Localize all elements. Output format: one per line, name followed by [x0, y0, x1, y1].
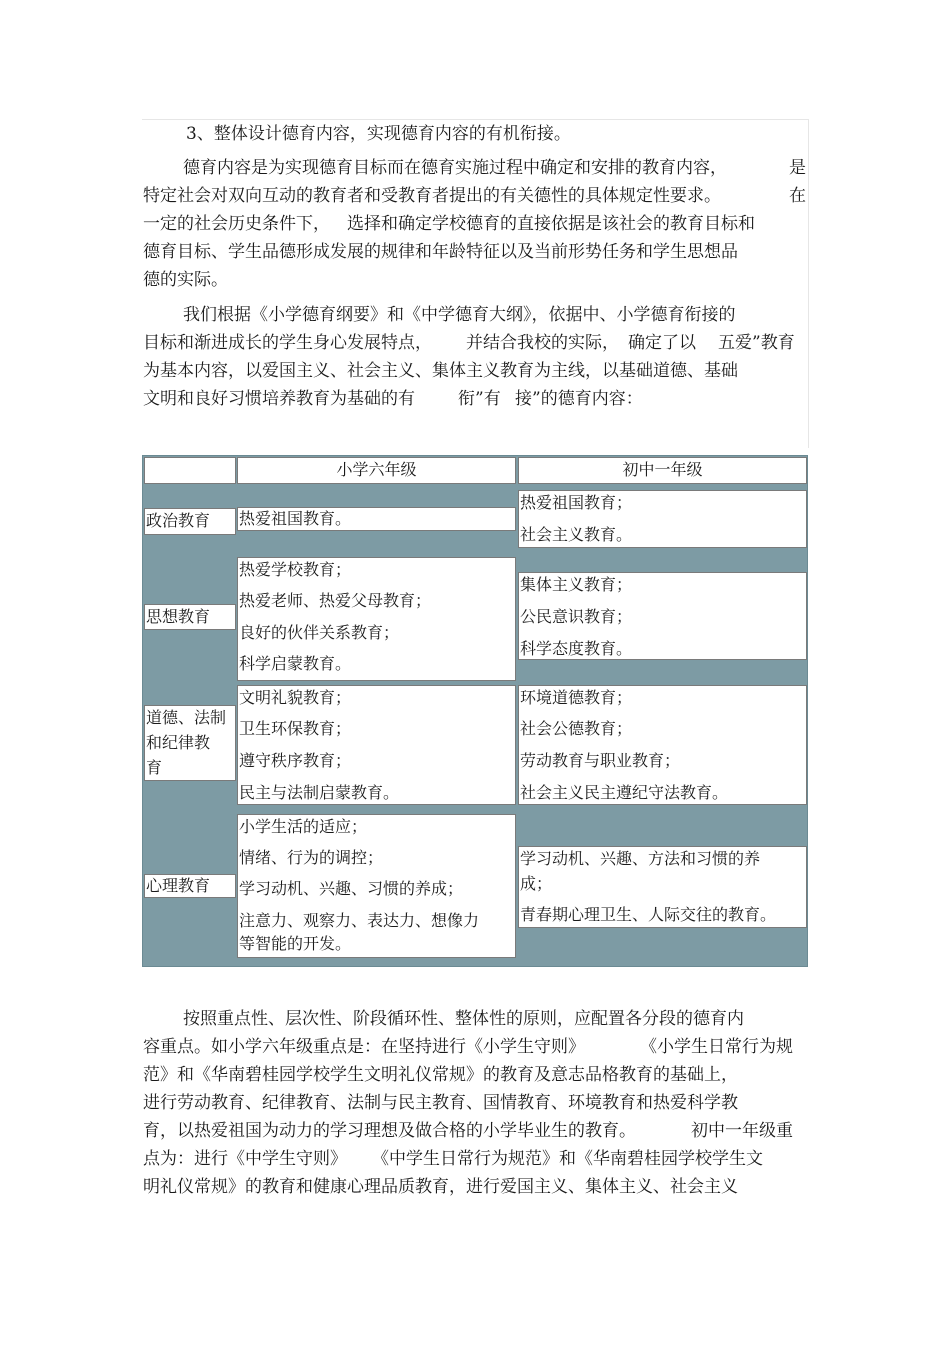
content-line: 青春期心理卫生、人际交往的教育。: [520, 905, 777, 924]
primary-cell: [237, 814, 516, 958]
paragraph-line: 接”的德育内容：: [515, 389, 643, 409]
primary-cell: [237, 507, 516, 531]
content-line: 文明礼貌教育；: [239, 688, 352, 707]
paragraph-line: 德育内容是为实现德育目标而在德育实施过程中确定和安排的教育内容，: [183, 158, 727, 178]
paragraph-line: 初中一年级重: [691, 1121, 793, 1141]
paragraph-line: 《中学生日常行为规范》和《华南碧桂园学校学生文: [372, 1149, 763, 1169]
paragraph-line: 特定社会对双向互动的教育者和受教育者提出的有关德性的具体规定性要求。: [143, 186, 721, 206]
paragraph-line: 五爱”教育: [718, 333, 795, 353]
content-line: 注意力、观察力、表达力、想像力: [239, 911, 480, 930]
junior-cell: [518, 846, 807, 928]
header-corner-cell: [144, 457, 236, 484]
content-line: 成；: [520, 874, 553, 893]
paragraph-line: 在: [789, 186, 806, 206]
paragraph-line: 容重点。如小学六年级重点是：在坚持进行《小学生守则》: [143, 1037, 585, 1057]
content-line: 等智能的开发。: [239, 934, 352, 953]
paragraph-line: 我们根据《小学德育纲要》和《中学德育大纲》，依据中、小学德育衔接的: [183, 305, 736, 325]
paragraph-line: 按照重点性、层次性、阶段循环性、整体性的原则，应配置各分段的德育内: [183, 1009, 744, 1029]
paragraph-line: 育，以热爱祖国为动力的学习理想及做合格的小学毕业生的教育。: [143, 1121, 636, 1141]
header-label: 初中一年级: [622, 460, 703, 479]
category-cell: [144, 705, 236, 781]
paragraph-line: 确定了以: [628, 333, 696, 353]
content-line: 集体主义教育；: [520, 575, 633, 594]
paragraph-line: 明礼仪常规》的教育和健康心理品质教育，进行爱国主义、集体主义、社会主义: [143, 1177, 738, 1197]
content-line: 科学启蒙教育。: [239, 654, 352, 673]
content-line: 学习动机、兴趣、习惯的养成；: [239, 879, 464, 898]
junior-cell: [518, 572, 807, 660]
category-label: 心理教育: [146, 876, 211, 895]
paragraph-line: 选择和确定学校德育的直接依据是该社会的教育目标和: [347, 214, 755, 234]
paragraph-line: 一定的社会历史条件下，: [143, 214, 330, 234]
category-label: 道德、法制: [146, 708, 227, 727]
content-line: 劳动教育与职业教育；: [520, 751, 681, 770]
junior-cell: [518, 685, 807, 805]
moral-education-table: [142, 455, 808, 967]
content-line: 热爱祖国教育；: [520, 493, 633, 512]
content-line: 良好的伙伴关系教育；: [239, 623, 400, 642]
paragraph-line: 为基本内容，以爱国主义、社会主义、集体主义教育为主线，以基础道德、基础: [143, 361, 738, 381]
content-line: 学习动机、兴趣、方法和习惯的养: [520, 849, 761, 868]
content-line: 小学生活的适应；: [239, 817, 368, 836]
content-line: 环境道德教育；: [520, 688, 633, 707]
junior-cell: [518, 490, 807, 548]
paragraph-line: 德育目标、学生品德形成发展的规律和年龄特征以及当前形势任务和学生思想品: [143, 242, 738, 262]
content-line: 热爱祖国教育。: [239, 509, 352, 528]
content-line: 社会主义教育。: [520, 525, 633, 544]
category-label: 育: [146, 758, 163, 777]
paragraph-line: 衔”有: [458, 389, 501, 409]
section-heading: 3、整体设计德育内容，实现德育内容的有机衔接。: [186, 124, 571, 144]
content-line: 社会主义民主遵纪守法教育。: [520, 783, 729, 802]
header-cell-junior: [518, 457, 807, 484]
primary-cell: [237, 685, 516, 805]
category-cell: [144, 874, 236, 898]
paragraph-line: 文明和良好习惯培养教育为基础的有: [143, 389, 415, 409]
content-line: 科学态度教育。: [520, 639, 633, 658]
content-line: 情绪、行为的调控；: [239, 848, 384, 867]
header-label: 小学六年级: [336, 460, 417, 479]
paragraph-line: 并结合我校的实际，: [466, 333, 619, 353]
content-line: 社会公德教育；: [520, 719, 633, 738]
paragraph-line: 进行劳动教育、纪律教育、法制与民主教育、国情教育、环境教育和热爱科学教: [143, 1093, 738, 1113]
content-line: 卫生环保教育；: [239, 719, 352, 738]
content-line: 遵守秩序教育；: [239, 751, 352, 770]
paragraph-line: 点为：进行《中学生守则》: [143, 1149, 347, 1169]
primary-cell: [237, 557, 516, 681]
category-cell: [144, 604, 236, 630]
category-label: 思想教育: [146, 607, 211, 626]
content-line: 热爱老师、热爱父母教育；: [239, 591, 432, 610]
paragraph-line: 德的实际。: [143, 270, 228, 290]
paragraph-line: 目标和渐进成长的学生身心发展特点，: [143, 333, 432, 353]
paragraph-line: 《小学生日常行为规: [640, 1037, 793, 1057]
category-cell: [144, 508, 236, 535]
paragraph-line: 范》和《华南碧桂园学校学生文明礼仪常规》的教育及意志品格教育的基础上，: [143, 1065, 738, 1085]
category-label: 和纪律教: [146, 733, 211, 752]
content-line: 公民意识教育；: [520, 607, 633, 626]
category-label: 政治教育: [146, 511, 211, 530]
content-line: 民主与法制启蒙教育。: [239, 783, 400, 802]
paragraph-line: 是: [789, 158, 806, 178]
header-cell-primary: [237, 457, 516, 484]
content-line: 热爱学校教育；: [239, 560, 352, 579]
